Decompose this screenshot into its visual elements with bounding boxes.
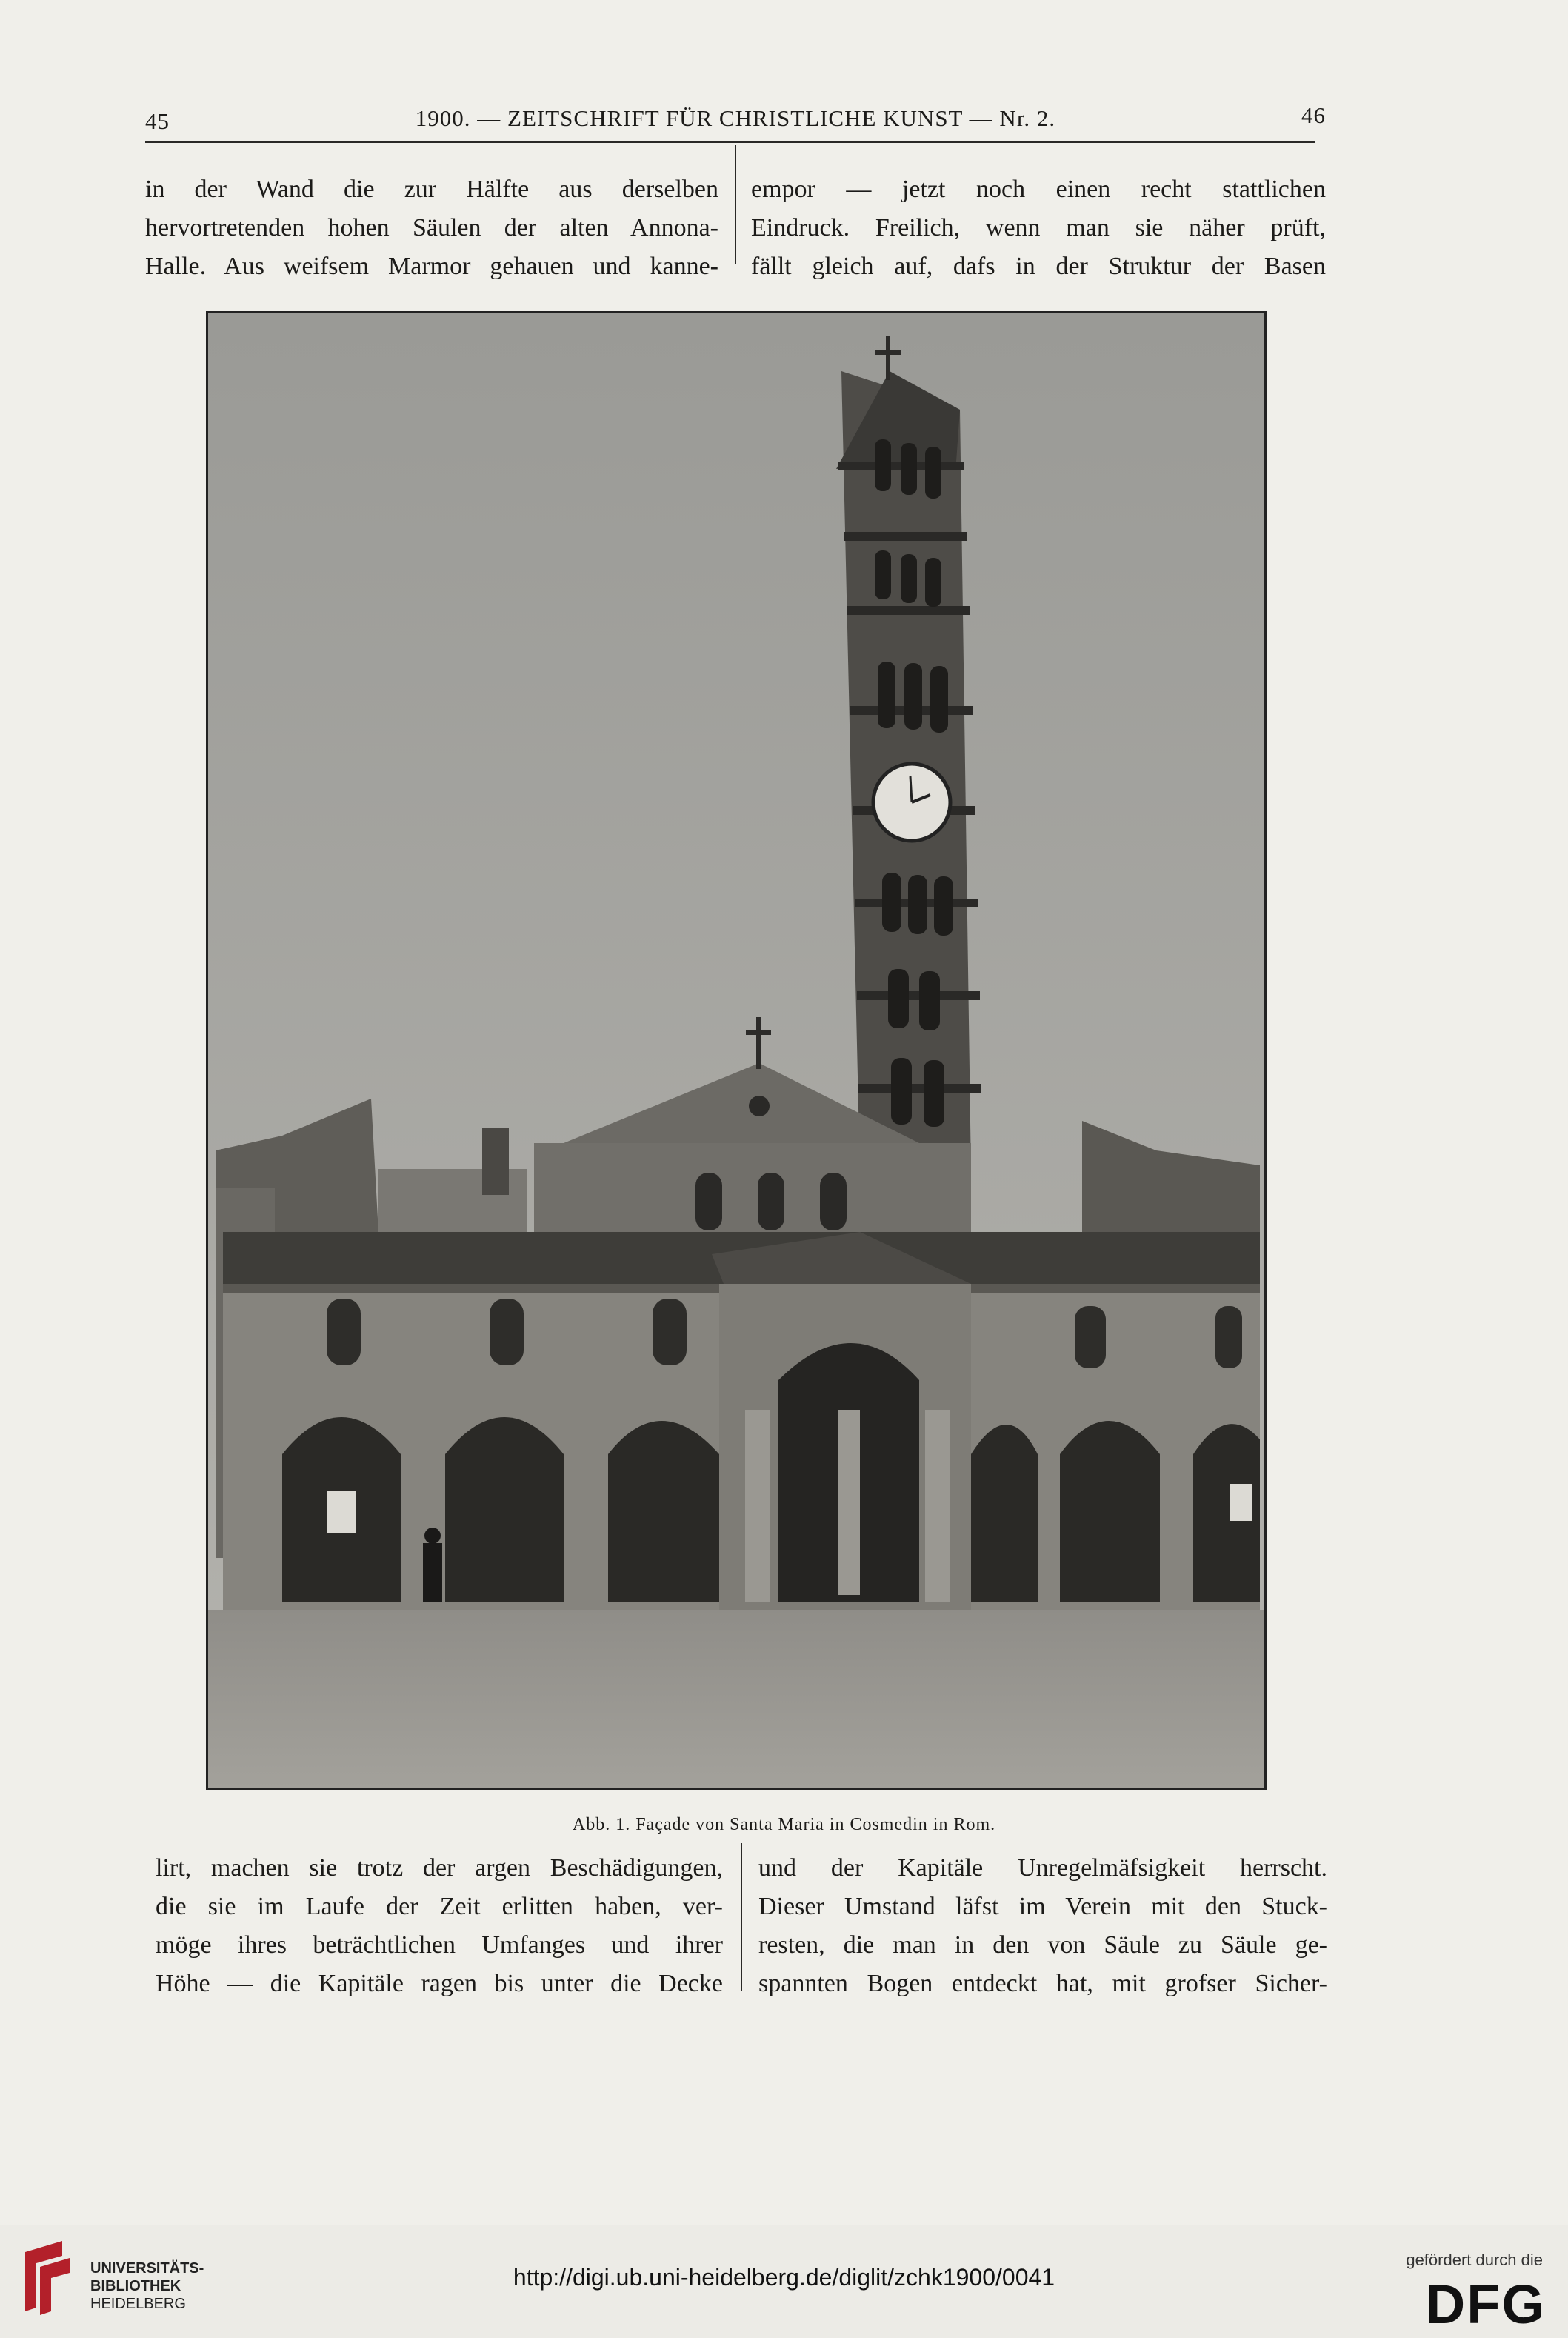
text-line: resten, die man in den von Säule zu Säule ge- bbox=[758, 1931, 1327, 1959]
funding-note: gefördert durch die bbox=[1406, 2251, 1543, 2269]
text-line: Eindruck. Freilich, wenn man sie näher prüft, bbox=[751, 214, 1326, 242]
column-divider bbox=[741, 1843, 742, 1991]
text-line: lirt, machen sie trotz der argen Beschädigungen, bbox=[156, 1854, 723, 1882]
text-line: Höhe — die Kapitäle ragen bis unter die Decke bbox=[156, 1970, 723, 1997]
text-column-top-right bbox=[751, 170, 1326, 286]
text-line: möge ihres beträchtlichen Umfanges und ihrer bbox=[156, 1931, 723, 1959]
text-line: die sie im Laufe der Zeit erlitten haben, ver- bbox=[156, 1893, 723, 1920]
church-facade-photograph bbox=[206, 311, 1267, 1790]
journal-title: 1900. — ZEITSCHRIFT FÜR CHRISTLICHE KUNST — Nr. 2. bbox=[415, 105, 1056, 131]
text-line: und der Kapitäle Unregelmäfsigkeit herrscht. bbox=[758, 1854, 1327, 1882]
text-line: in der Wand die zur Hälfte aus derselben bbox=[145, 176, 718, 203]
text-line: spannten Bogen entdeckt hat, mit grofser Sicher- bbox=[758, 1970, 1327, 1997]
text-line: Halle. Aus weifsem Marmor gehauen und kanne- bbox=[145, 253, 718, 280]
text-line: fällt gleich auf, dafs in der Struktur der Basen bbox=[751, 253, 1326, 280]
text-line: empor — jetzt noch einen recht stattlichen bbox=[751, 176, 1326, 203]
permalink-url[interactable]: http://digi.ub.uni-heidelberg.de/diglit/zchk1900/0041 bbox=[513, 2264, 1055, 2291]
digitization-footer bbox=[0, 2225, 1568, 2338]
text-column-bottom-left bbox=[156, 1849, 723, 2003]
text-line: Dieser Umstand läfst im Verein mit den Stuck- bbox=[758, 1893, 1327, 1920]
running-header bbox=[145, 101, 1326, 142]
dfg-logo: DFG bbox=[1425, 2274, 1546, 2335]
text-column-bottom-right bbox=[758, 1849, 1327, 2003]
figure-caption: Abb. 1. Façade von Santa Maria in Cosmedin in Rom. bbox=[572, 1815, 996, 1834]
column-divider bbox=[735, 145, 736, 264]
page-number-right: 46 bbox=[1301, 102, 1326, 128]
text-column-top-left bbox=[145, 170, 718, 286]
page-number-left: 45 bbox=[145, 108, 170, 134]
library-name: UNIVERSITÄTS- BIBLIOTHEK HEIDELBERG bbox=[90, 2260, 204, 2312]
text-line: hervortretenden hohen Säulen der alten Annona- bbox=[145, 214, 718, 242]
header-rule bbox=[145, 141, 1315, 143]
